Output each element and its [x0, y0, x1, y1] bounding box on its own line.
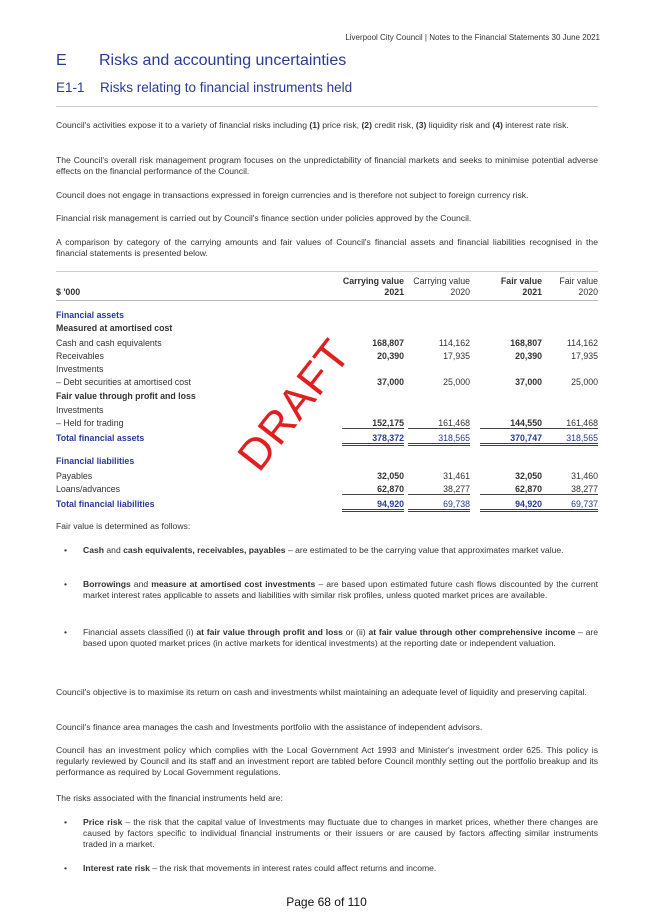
cell: 161,468 [536, 418, 598, 429]
header-col1-line2: 2021 [384, 287, 404, 297]
bullet-dot: • [64, 627, 68, 637]
row-label: – Held for trading [56, 418, 124, 428]
cell: 25,000 [443, 377, 470, 387]
liabilities-heading-row [56, 456, 598, 468]
header-col1-line1: Carrying value [342, 276, 404, 286]
cell: 20,390 [377, 351, 404, 361]
cell: 38,277 [536, 484, 598, 495]
row-label: Investments [56, 405, 104, 415]
cell: 32,050 [515, 471, 542, 481]
table-header-row-2 [56, 287, 598, 299]
policy-paragraph-2: Council's finance area manages the cash and Investments portfolio with the assistance of independent advisors. [56, 722, 483, 732]
subsection-number: E1-1 [56, 80, 85, 95]
cell: 20,390 [515, 351, 542, 361]
table-row [56, 484, 598, 496]
divider [56, 106, 598, 107]
page-number: Page 68 of 110 [286, 895, 367, 909]
cell: 69,737 [536, 499, 598, 512]
policy-paragraph-3: Council has an investment policy which complies with the Local Government Act 1993 and Minister's investment order 625. This policy is regularly reviewed by Council and its staff and an investment report are tabled before Council monthly setting out the portfolio breakup and its performance as required by Local Government regulations. [56, 745, 598, 777]
amortised-heading: Measured at amortised cost [56, 323, 173, 333]
header-col3-line1: Fair value [500, 276, 542, 286]
header-col4-line2: 2020 [578, 287, 598, 297]
cell: 25,000 [571, 377, 598, 387]
table-row [56, 405, 598, 417]
intro-paragraph-3: Council does not engage in transactions expressed in foreign currencies and is therefore not subject to foreign currency risk. [56, 190, 529, 200]
assets-heading: Financial assets [56, 310, 124, 320]
cell: 168,807 [510, 338, 542, 348]
cell: 318,565 [408, 433, 470, 446]
cell: 37,000 [515, 377, 542, 387]
fv-bullet-2-text: Borrowings and measure at amortised cost investments – are based upon estimated future cash flows discounted by the current market interest rates applicable to assets and liabilities with similar risk profiles, unless quoted market prices are available. [83, 579, 598, 600]
cell: 62,870 [342, 484, 404, 495]
bullet-dot: • [64, 545, 68, 555]
total-assets-row [56, 433, 598, 445]
policy-paragraph-4: The risks associated with the financial instruments held are: [56, 793, 283, 803]
unit-label: $ '000 [56, 287, 81, 297]
table-row [56, 471, 598, 483]
liabilities-heading: Financial liabilities [56, 456, 135, 466]
cell: 94,920 [342, 499, 404, 512]
bullet-dot: • [64, 863, 68, 873]
subsection-title-text: Risks relating to financial instruments held [100, 80, 353, 95]
amortised-heading-row [56, 323, 598, 335]
intro-paragraph-1: Council's activities expose it to a variety of financial risks including (1) price risk, (2) credit risk, (3) liquidity risk and (4) interest rate risk. [56, 120, 569, 130]
intro-paragraph-4: Financial risk management is carried out by Council's finance section under policies approved by the Council. [56, 213, 472, 223]
cell: 114,162 [438, 338, 470, 348]
cell: 114,162 [566, 338, 598, 348]
cell: 152,175 [342, 418, 404, 429]
total-assets-label: Total financial assets [56, 433, 145, 443]
row-label: Cash and cash equivalents [56, 338, 162, 348]
bullet-dot: • [64, 579, 68, 589]
cell: 161,468 [408, 418, 470, 429]
total-liabilities-row [56, 499, 598, 511]
running-header: Liverpool City Council | Notes to the Financial Statements 30 June 2021 [345, 33, 600, 42]
intro-paragraph-2: The Council's overall risk management program focuses on the unpredictability of financial markets and seeks to minimise potential adverse effects on the financial performance of the Council. [56, 155, 598, 176]
row-label: – Debt securities at amortised cost [56, 377, 191, 387]
cell: 144,550 [480, 418, 542, 429]
cell: 378,372 [342, 433, 404, 446]
cell: 38,277 [408, 484, 470, 495]
header-col2-line2: 2020 [450, 287, 470, 297]
cell: 62,870 [480, 484, 542, 495]
row-label: Receivables [56, 351, 104, 361]
cell: 17,935 [443, 351, 470, 361]
cell: 168,807 [372, 338, 404, 348]
cell: 69,738 [408, 499, 470, 512]
row-label: Investments [56, 364, 104, 374]
risk-bullet-interest-text: Interest rate risk – the risk that movements in interest rates could affect returns and income. [83, 863, 437, 873]
row-label: Payables [56, 471, 93, 481]
header-rule [56, 300, 598, 301]
section-title-text: Risks and accounting uncertainties [99, 52, 347, 69]
fair-value-intro: Fair value is determined as follows: [56, 521, 191, 531]
cell: 94,920 [480, 499, 542, 512]
cell: 17,935 [571, 351, 598, 361]
draft-watermark: DRAFT [228, 330, 361, 480]
risk-bullet-price-text: Price risk – the risk that the capital value of Investments may fluctuate due to changes in market prices, whether there changes are caused by factors specific to individual financial instruments or their issuers or are caused by factors affecting similar instruments traded in a market. [83, 817, 599, 849]
fvtpl-heading: Fair value through profit and loss [56, 391, 196, 401]
cell: 31,460 [571, 471, 598, 481]
bullet-dot: • [64, 817, 68, 827]
assets-heading-row [56, 310, 598, 322]
header-col4-line1: Fair value [559, 276, 598, 286]
table-top-rule [56, 271, 598, 272]
header-col3-line2: 2021 [522, 287, 542, 297]
intro-paragraph-5: A comparison by category of the carrying amounts and fair values of Council's financial assets and financial liabilities recognised in the financial statements is presented below. [56, 237, 598, 258]
cell: 318,565 [536, 433, 598, 446]
fv-bullet-1-text: Cash and cash equivalents, receivables, payables – are estimated to be the carrying value that approximates market value. [83, 545, 564, 555]
cell: 32,050 [377, 471, 404, 481]
row-label: Loans/advances [56, 484, 121, 494]
policy-paragraph-1: Council's objective is to maximise its return on cash and investments whilst maintaining an adequate level of liquidity and preserving capital. [56, 687, 587, 697]
cell: 370,747 [480, 433, 542, 446]
fv-bullet-3-text: Financial assets classified (i) at fair value through profit and loss or (ii) at fair value through other comprehensive income – are based upon quoted market prices (in active markets for identical investments) at the reporting date or independent valuation. [83, 627, 599, 648]
section-title [56, 52, 346, 70]
total-liabilities-label: Total financial liabilities [56, 499, 155, 509]
subsection-title [56, 80, 352, 95]
cell: 31,461 [443, 471, 470, 481]
table-row [56, 418, 598, 430]
cell: 37,000 [377, 377, 404, 387]
header-col2-line1: Carrying value [413, 276, 470, 286]
section-letter: E [56, 52, 67, 69]
